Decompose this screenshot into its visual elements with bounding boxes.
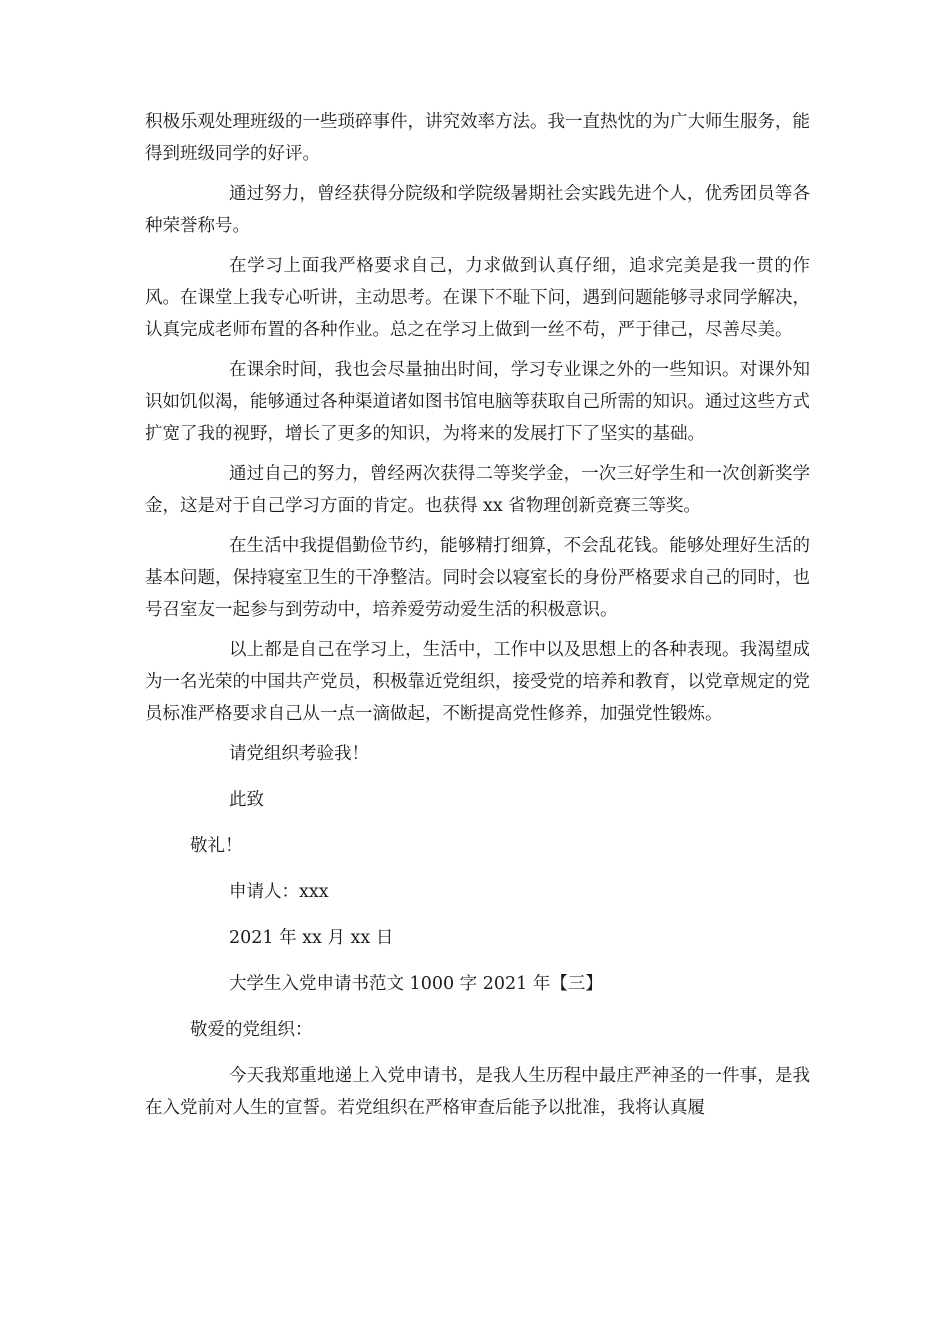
section-title: 大学生入党申请书范文 1000 字 2021 年【三】 — [229, 974, 603, 994]
paragraph-extracurricular: 在课余时间，我也会尽量抽出时间，学习专业课之外的一些知识。对课外知识如饥似渴，能够通过各种渠道诸如图书馆电脑等获取自己所需的知识。通过这些方式扩宽了我的视野，增长了更多的知识，为将来的发展打下了坚实的基础。 — [145, 360, 810, 444]
greeting: 敬爱的党组织： — [190, 1020, 313, 1040]
closing-request: 请党组织考验我！ — [229, 744, 369, 764]
document-page — [145, 106, 810, 1132]
application-date: 2021 年 xx 月 xx 日 — [229, 928, 394, 948]
paragraph-class-duties: 积极乐观处理班级的一些琐碎事件，讲究效率方法。我一直热忱的为广大师生服务，能得到班级同学的好评。 — [145, 112, 810, 164]
paragraph-application-intro: 今天我郑重地递上入党申请书，是我人生历程中最庄严神圣的一件事，是我在入党前对人生的宣誓。若党组织在严格审查后能予以批准，我将认真履 — [145, 1066, 810, 1118]
closing-respect: 此致 — [229, 790, 264, 810]
applicant-signature: 申请人：xxx — [229, 882, 329, 902]
paragraph-summary: 以上都是自己在学习上，生活中，工作中以及思想上的各种表现。我渴望成为一名光荣的中国共产党员，积极靠近党组织，接受党的培养和教育，以党章规定的党员标准严格要求自己从一点一滴做起，不断提高党性修养，加强党性锻炼。 — [145, 640, 810, 724]
paragraph-scholarships: 通过自己的努力，曾经两次获得二等奖学金，一次三好学生和一次创新奖学金，这是对于自己学习方面的肯定。也获得 xx 省物理创新竞赛三等奖。 — [145, 464, 810, 516]
paragraph-honors: 通过努力，曾经获得分院级和学院级暑期社会实践先进个人，优秀团员等各种荣誉称号。 — [145, 184, 810, 236]
paragraph-daily-life: 在生活中我提倡勤俭节约，能够精打细算，不会乱花钱。能够处理好生活的基本问题，保持寝室卫生的干净整洁。同时会以寝室长的身份严格要求自己的同时，也号召室友一起参与到劳动中，培养爱劳动爱生活的积极意识。 — [145, 536, 810, 620]
closing-salute: 敬礼！ — [190, 836, 243, 856]
paragraph-study: 在学习上面我严格要求自己，力求做到认真仔细，追求完美是我一贯的作风。在课堂上我专心听讲，主动思考。在课下不耻下问，遇到问题能够寻求同学解决，认真完成老师布置的各种作业。总之在学习上做到一丝不苟，严于律己，尽善尽美。 — [145, 256, 810, 340]
